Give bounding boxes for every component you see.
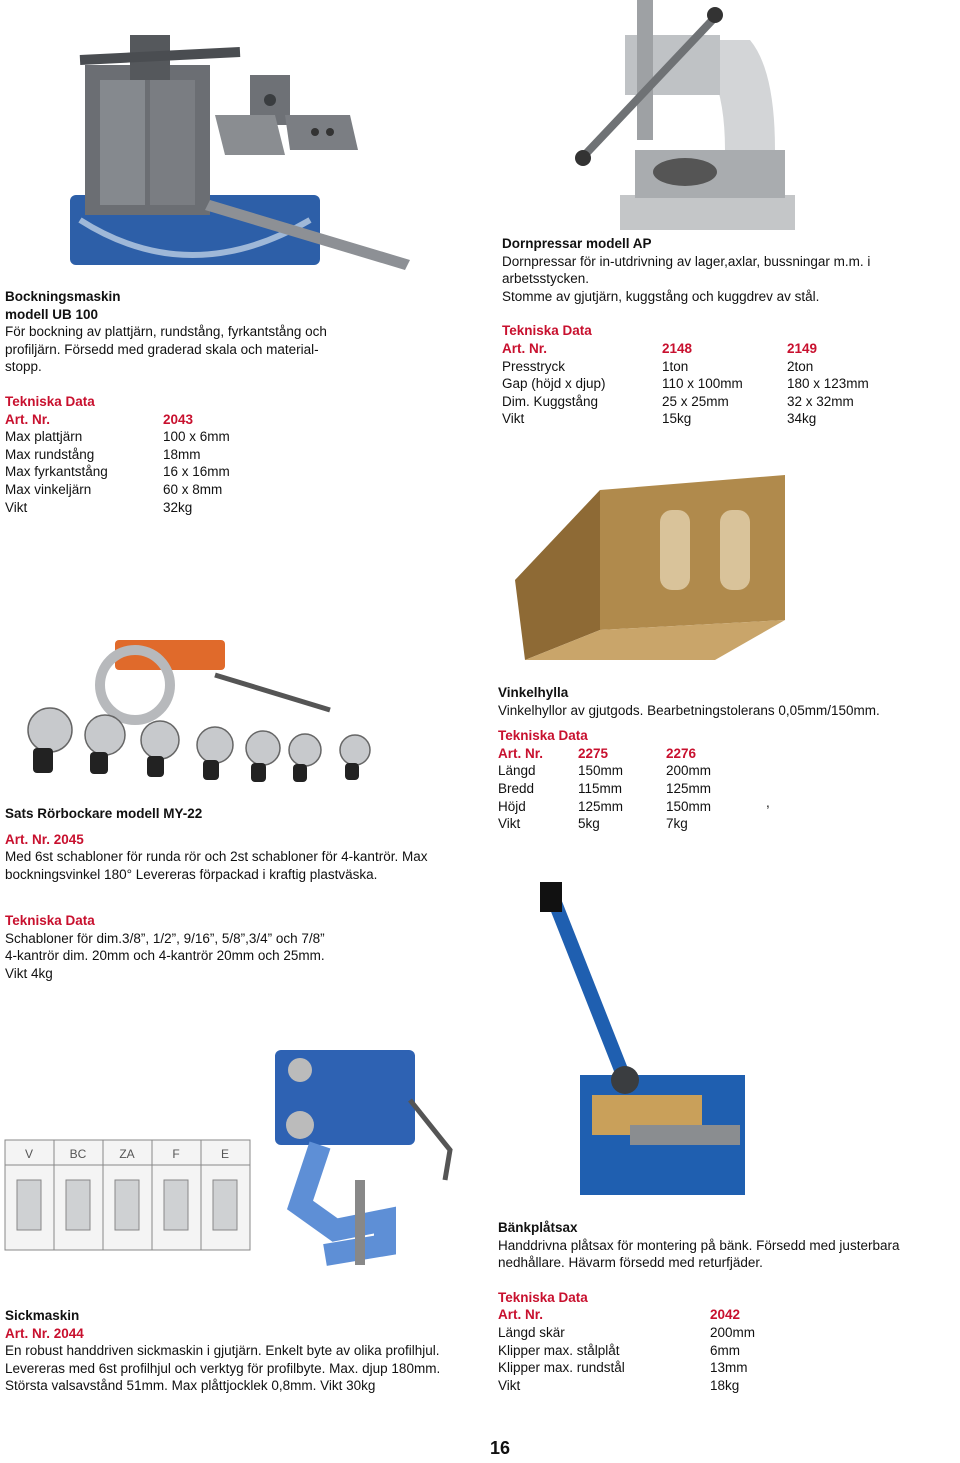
- shear-spec-value: 18kg: [710, 1377, 740, 1393]
- arbor-spec-label: Dim. Kuggstång: [502, 393, 599, 409]
- arbor-spec-a: 1ton: [662, 358, 689, 374]
- arbor-spec-b: 32 x 32mm: [787, 393, 854, 409]
- angle-plate-section: [498, 684, 938, 833]
- beading-machine-image: [0, 1030, 490, 1290]
- arbor-press-section: [502, 235, 957, 428]
- bench-shear-art-row: Art. Nr. 2042: [498, 1307, 741, 1323]
- arbor-spec-a: 25 x 25mm: [662, 393, 729, 409]
- bending-spec-row: [5, 428, 335, 446]
- tube-bender-set-image: [5, 630, 480, 795]
- bending-spec-row: [5, 481, 335, 499]
- angle-spec-label: Bredd: [498, 780, 535, 796]
- angle-spec-row: [498, 762, 938, 780]
- angle-spec-label: Höjd: [498, 798, 526, 814]
- arbor-press-image: [565, 0, 795, 232]
- arbor-spec-b: 34kg: [787, 411, 817, 427]
- bending-spec-row: [5, 446, 335, 464]
- arbor-press-title: Dornpressar modell AP: [502, 236, 652, 251]
- arbor-spec-row: [502, 358, 957, 376]
- angle-plate-image: [495, 470, 795, 670]
- bending-spec-row: [5, 463, 335, 481]
- shear-spec-row: [498, 1342, 958, 1360]
- bending-machine-title: Bockningsmaskin: [5, 289, 121, 304]
- angle-plate-title: Vinkelhylla: [498, 685, 569, 700]
- arbor-spec-label: Gap (höjd x djup): [502, 376, 606, 392]
- profile-label-f: F: [172, 1147, 180, 1161]
- shear-spec-label: Klipper max. rundstål: [498, 1360, 625, 1376]
- bending-machine-art-row: Art. Nr. 2043: [5, 411, 194, 427]
- tube-bender-art-number: Art. Nr. 2045: [5, 831, 84, 847]
- angle-spec-label: Längd: [498, 763, 536, 779]
- profile-label-v: V: [24, 1147, 34, 1161]
- bench-shear-tech-heading: Tekniska Data: [498, 1289, 588, 1305]
- beading-machine-description: En robust handdriven sickmaskin i gjutjärn. Enkelt byte av olika profilhjul. Levereras med 6st profilhjul och verktyg för profilbyte. Max. djup 180mm. Största valsavstånd 51mm. Max plåttjocklek 0,8mm. Vikt 30kg: [5, 1343, 441, 1394]
- shear-spec-label: Vikt: [498, 1377, 521, 1393]
- tube-bender-data-line-3: Vikt 4kg: [5, 965, 53, 981]
- tube-bender-data-line-2: 4-kantrör dim. 20mm och 4-kantrör 20mm och 25mm.: [5, 948, 325, 964]
- arbor-press-art-row: Art. Nr. 2148 2149: [502, 340, 818, 356]
- tube-bender-tech-section: [5, 912, 445, 982]
- page-number: 16: [489, 1438, 511, 1458]
- angle-spec-b: 7kg: [666, 816, 688, 832]
- beading-machine-title: Sickmaskin: [5, 1308, 80, 1323]
- tube-bender-title: Sats Rörbockare modell MY-22: [5, 806, 203, 821]
- angle-plate-tech-heading: Tekniska Data: [498, 728, 588, 744]
- arbor-spec-row: [502, 393, 957, 411]
- bending-machine-section: [5, 288, 335, 516]
- shear-spec-label: Klipper max. stålplåt: [498, 1342, 620, 1358]
- bending-spec-value: 100 x 6mm: [163, 429, 230, 445]
- angle-spec-b: 125mm: [666, 780, 712, 796]
- angle-spec-a: 115mm: [578, 780, 623, 796]
- arbor-press-description-1: Dornpressar för in-utdrivning av lager,axlar, bussningar m.m. i arbetsstycken.: [502, 253, 871, 287]
- bending-machine-tech-heading: Tekniska Data: [5, 393, 95, 409]
- shear-spec-label: Längd skär: [498, 1324, 565, 1340]
- profile-label-e: E: [220, 1147, 230, 1161]
- bench-shear-section: [498, 1219, 958, 1394]
- bending-spec-value: 32kg: [163, 499, 193, 515]
- arbor-spec-label: Vikt: [502, 411, 525, 427]
- angle-spec-a: 5kg: [578, 816, 600, 832]
- arbor-spec-a: 15kg: [662, 411, 692, 427]
- tube-bender-tech-heading: Tekniska Data: [5, 913, 95, 928]
- bending-spec-row: [5, 499, 335, 517]
- bending-spec-label: Max rundstång: [5, 446, 95, 462]
- bending-spec-label: Vikt: [5, 499, 28, 515]
- bench-shear-description: Handdrivna plåtsax för montering på bänk. Försedd med justerbara nedhållare. Hävarm försedd med returfjäder.: [498, 1237, 900, 1271]
- stray-mark: ,: [766, 795, 770, 810]
- arbor-press-tech-heading: Tekniska Data: [502, 323, 592, 339]
- shear-spec-value: 6mm: [710, 1342, 740, 1358]
- angle-plate-description: Vinkelhyllor av gjutgods. Bearbetningstolerans 0,05mm/150mm.: [498, 702, 880, 718]
- bending-spec-value: 18mm: [163, 446, 201, 462]
- bench-shear-image: [500, 880, 780, 1210]
- shear-spec-value: 200mm: [710, 1324, 756, 1340]
- shear-spec-value: 13mm: [710, 1360, 748, 1376]
- angle-spec-row: [498, 815, 938, 833]
- bending-spec-value: 16 x 16mm: [163, 464, 230, 480]
- angle-spec-a: 150mm: [578, 763, 624, 779]
- angle-spec-a: 125mm: [578, 798, 624, 814]
- angle-spec-label: Vikt: [498, 816, 521, 832]
- arbor-spec-a: 110 x 100mm: [662, 376, 743, 392]
- angle-spec-b: 150mm: [666, 798, 712, 814]
- bending-machine-model: modell UB 100: [5, 306, 99, 322]
- bending-machine-image: [40, 20, 420, 285]
- angle-spec-b: 200mm: [666, 763, 712, 779]
- bench-shear-title: Bänkplåtsax: [498, 1220, 578, 1235]
- profile-label-bc: BC: [69, 1147, 87, 1161]
- bending-machine-description: För bockning av plattjärn, rundstång, fyrkantstång och profiljärn. Försedd med graderad skala och material-stopp.: [5, 324, 327, 375]
- tube-bender-data-line-1: Schabloner för dim.3/8”, 1/2”, 9/16”, 5/8”,3/4” och 7/8”: [5, 930, 325, 946]
- arbor-press-description-2: Stomme av gjutjärn, kuggstång och kuggdrev av stål.: [502, 288, 820, 304]
- arbor-spec-b: 180 x 123mm: [787, 376, 869, 392]
- arbor-spec-row: [502, 410, 957, 428]
- tube-bender-section: [5, 805, 445, 883]
- shear-spec-row: [498, 1359, 958, 1377]
- angle-plate-art-row: Art. Nr. 2275 2276: [498, 745, 697, 761]
- shear-spec-row: [498, 1324, 958, 1342]
- tube-bender-description: Med 6st schabloner för runda rör och 2st schabloner för 4-kantrör. Max bockningsvinkel 180° Levereras förpackad i kraftig plastväska.: [5, 849, 428, 882]
- beading-machine-art-number: Art. Nr. 2044: [5, 1325, 84, 1341]
- bending-spec-value: 60 x 8mm: [163, 481, 223, 497]
- profile-label-za: ZA: [119, 1147, 135, 1161]
- beading-machine-section: [5, 1307, 445, 1395]
- shear-spec-row: [498, 1377, 958, 1395]
- arbor-spec-b: 2ton: [787, 358, 814, 374]
- arbor-spec-label: Presstryck: [502, 358, 566, 374]
- bending-spec-label: Max fyrkantstång: [5, 464, 108, 480]
- arbor-spec-row: [502, 375, 957, 393]
- bending-spec-label: Max vinkeljärn: [5, 481, 92, 497]
- angle-spec-row: [498, 798, 938, 816]
- angle-spec-row: [498, 780, 938, 798]
- bending-spec-label: Max plattjärn: [5, 429, 83, 445]
